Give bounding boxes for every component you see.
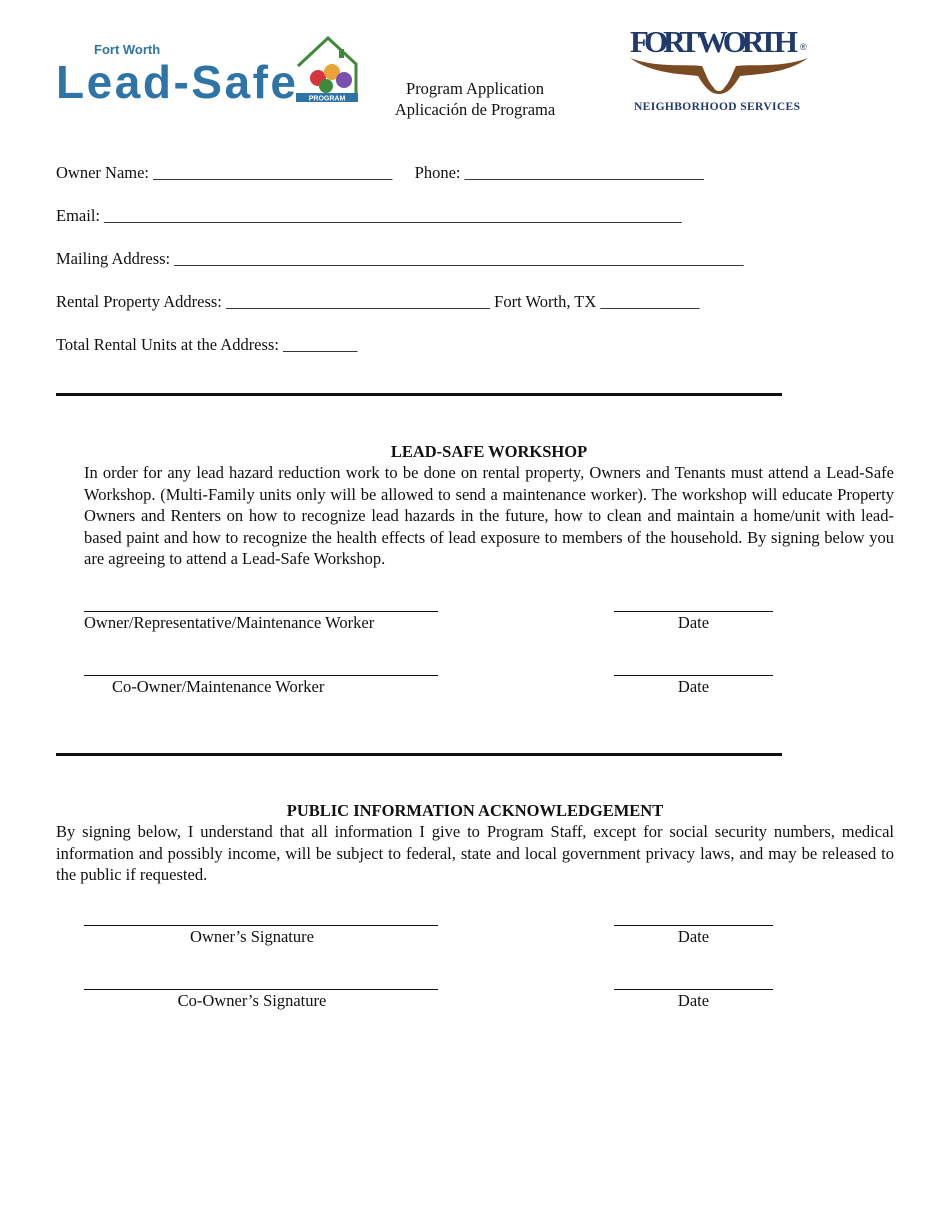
email-row [56, 206, 682, 226]
signature-line-co-owner-worker[interactable] [84, 675, 438, 676]
signature-line-owner-rep[interactable] [84, 611, 438, 612]
public-info-heading: PUBLIC INFORMATION ACKNOWLEDGEMENT [286, 801, 664, 820]
date-line-owner[interactable] [614, 925, 773, 926]
section-divider [56, 393, 782, 396]
zip-field[interactable]: ____________ [600, 292, 700, 311]
mailing-address-row [56, 249, 744, 269]
phone-label: Phone: [414, 163, 461, 182]
logo-fort-worth-text: Fort Worth [94, 42, 161, 57]
mailing-address-label: Mailing Address: [56, 249, 171, 268]
form-title-block [345, 78, 605, 120]
date-line-co-owner[interactable] [614, 989, 773, 990]
phone-field[interactable]: _____________________________ [464, 163, 704, 182]
registered-mark: ® [800, 42, 807, 52]
total-units-field[interactable]: _________ [283, 335, 358, 354]
date-label: Date [677, 613, 710, 632]
rental-address-field[interactable]: ________________________________ [226, 292, 491, 311]
total-units-row [56, 335, 357, 355]
logo-lead-safe-text: Lead-Safe [56, 56, 296, 104]
rental-address-row [56, 292, 699, 312]
section-divider [56, 753, 782, 756]
co-owner-worker-signature-label: Co-Owner/Maintenance Worker [112, 677, 325, 696]
owner-rep-signature-label: Owner/Representative/Maintenance Worker [84, 613, 375, 632]
longhorn-icon [630, 58, 808, 94]
date-line-co-owner-worker[interactable] [614, 675, 773, 676]
signature-line-co-owner[interactable] [84, 989, 438, 990]
logo-neighborhood-services: NEIGHBORHOOD SERVICES [634, 101, 800, 113]
logo-fort-worth-title: FORT WORTH [630, 24, 798, 59]
lead-safe-logo [56, 36, 362, 104]
title-spanish: Aplicación de Programa [394, 100, 556, 119]
workshop-text: In order for any lead hazard reduction work to be done on rental property, Owners and Tenants must attend a Lead-Safe Workshop. (Multi-Family units only will be allowed to send a maintenance worker). The workshop will educate Property Owners and Renters on how to recognize lead hazards in the future, how to clean and maintain a home/unit with lead-based paint and how to recognize the health effects of lead exposure to members of the household. By signing below you are agreeing to attend a Lead-Safe Workshop. [84, 463, 894, 568]
logo-program-tag: PROGRAM [308, 95, 346, 103]
date-label: Date [677, 991, 710, 1010]
email-field[interactable]: ______________________________________________________________________ [104, 206, 682, 225]
workshop-heading: LEAD-SAFE WORKSHOP [390, 442, 588, 461]
signature-line-owner[interactable] [84, 925, 438, 926]
total-units-label: Total Rental Units at the Address: [56, 335, 279, 354]
date-line-owner-rep[interactable] [614, 611, 773, 612]
owner-name-field[interactable]: _____________________________ [153, 163, 393, 182]
rental-address-label: Rental Property Address: [56, 292, 222, 311]
owner-signature-label: Owner’s Signature [190, 927, 314, 946]
date-label: Date [677, 927, 710, 946]
public-info-text: By signing below, I understand that all information I give to Program Staff, except for social security numbers, medical information and possibly income, will be subject to federal, state and local government privacy laws, and may be released to the public if requested. [56, 822, 894, 884]
email-label: Email: [56, 206, 100, 225]
city-state-label: Fort Worth, TX [494, 292, 597, 311]
owner-phone-row [56, 163, 704, 183]
co-owner-signature-label: Co-Owner’s Signature [177, 991, 327, 1010]
owner-name-label: Owner Name: [56, 163, 150, 182]
mailing-address-field[interactable]: _____________________________________________________________________ [174, 249, 744, 268]
date-label: Date [677, 677, 710, 696]
title-english: Program Application [406, 79, 544, 98]
fort-worth-logo [626, 22, 812, 118]
